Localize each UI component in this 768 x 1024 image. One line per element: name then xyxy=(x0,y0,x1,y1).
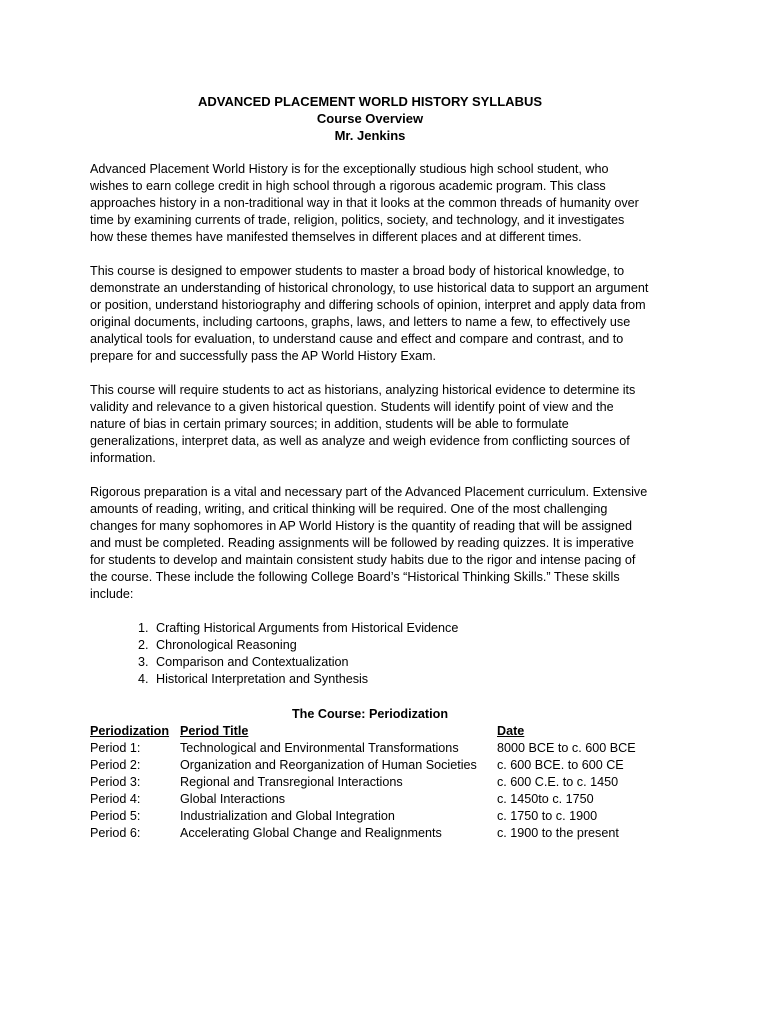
goals-paragraph: This course is designed to empower students to master a broad body of historical knowledge, to demonstrate an understanding of historical chronology, to use historical data to support an argument or position, understand historiography and differing schools of opinion, interpret and apply data from original documents, including cartoons, graphs, laws, and letters to name a few, to effectively use analytical tools for evaluation, to understand cause and effect and compare and contrast, and to prepare for and successfully pass the AP World History Exam. xyxy=(90,264,649,363)
table-row xyxy=(90,808,650,825)
historians-paragraph: This course will require students to act as historians, analyzing historical evidence to determine its validity and relevance to a given historical question. Students will identify point of view and the nature of bias in certain primary sources; in addition, students will be able to formulate generalizations, interpret data, as well as analyze and weigh evidence from conflicting sources of information. xyxy=(90,383,636,465)
document-content xyxy=(90,93,650,842)
period-label: Period 4: xyxy=(90,792,141,806)
document-header xyxy=(90,93,650,144)
period-date: c. 1900 to the present xyxy=(497,826,619,840)
skills-list xyxy=(90,620,650,688)
skill-item: 4. Historical Interpretation and Synthesis xyxy=(152,671,650,688)
period-title: Industrialization and Global Integration xyxy=(180,809,395,823)
period-title: Global Interactions xyxy=(180,792,286,806)
teacher-name: Mr. Jenkins xyxy=(334,128,406,143)
period-label: Period 1: xyxy=(90,741,141,755)
period-title: Organization and Reorganization of Human Societies xyxy=(180,758,477,772)
table-row xyxy=(90,740,650,757)
intro-paragraph: Advanced Placement World History is for the exceptionally studious high school student, who wishes to earn college credit in high school through a rigorous academic program. This class approaches history in a non-traditional way in that it looks at the common threads of humanity over time by examining currents of trade, religion, politics, society, and technology, and it investigates how these themes have manifested themselves in different places and at different times. xyxy=(90,162,639,244)
table-row xyxy=(90,774,650,791)
table-row xyxy=(90,825,650,842)
period-title: Technological and Environmental Transformations xyxy=(180,741,459,755)
period-label: Period 6: xyxy=(90,826,141,840)
period-label: Period 2: xyxy=(90,758,141,772)
table-row xyxy=(90,757,650,774)
skill-item: 3. Comparison and Contextualization xyxy=(152,654,650,671)
period-date: 8000 BCE to c. 600 BCE xyxy=(497,741,636,755)
period-date: c. 1750 to c. 1900 xyxy=(497,809,598,823)
document-subtitle: Course Overview xyxy=(316,111,424,126)
column-header-periodization: Periodization xyxy=(90,724,170,738)
period-title: Regional and Transregional Interactions xyxy=(180,775,403,789)
preparation-paragraph: Rigorous preparation is a vital and necessary part of the Advanced Placement curriculum. Extensive amounts of reading, writing, and critical thinking will be required. One of the most challenging changes for many sophomores in AP World History is the quantity of reading that will be assigned and must be completed. Reading assignments will be followed by reading quizzes. It is imperative for students to develop and maintain consistent study habits due to the rigor and intense pacing of the course. These include the following College Board’s “Historical Thinking Skills.” These skills include: xyxy=(90,485,648,601)
periodization-heading: The Course: Periodization xyxy=(291,707,449,721)
period-date: c. 1450to c. 1750 xyxy=(497,792,594,806)
period-label: Period 5: xyxy=(90,809,141,823)
periodization-table xyxy=(90,723,650,842)
skill-item: 2. Chronological Reasoning xyxy=(152,637,650,654)
table-row xyxy=(90,791,650,808)
document-title: ADVANCED PLACEMENT WORLD HISTORY SYLLABUS xyxy=(197,94,543,109)
period-date: c. 600 C.E. to c. 1450 xyxy=(497,775,619,789)
period-label: Period 3: xyxy=(90,775,141,789)
column-header-period-title: Period Title xyxy=(180,724,249,738)
skill-item: 1. Crafting Historical Arguments from Historical Evidence xyxy=(152,620,650,637)
table-header-row xyxy=(90,723,650,740)
period-date: c. 600 BCE. to 600 CE xyxy=(497,758,624,772)
period-title: Accelerating Global Change and Realignments xyxy=(180,826,442,840)
column-header-date: Date xyxy=(497,724,525,738)
